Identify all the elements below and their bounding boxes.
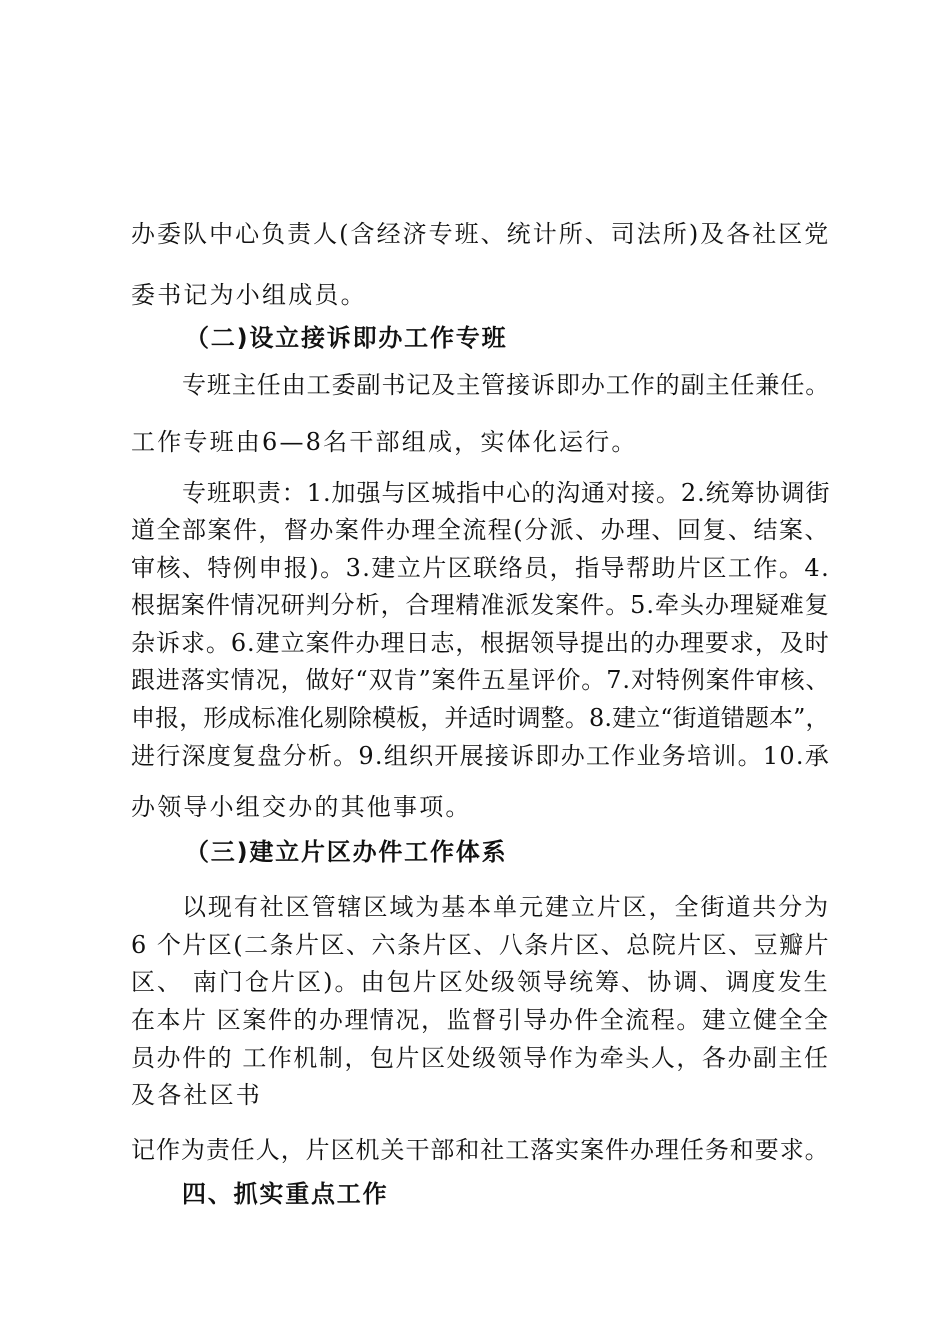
paragraph-line: 申报，形成标准化剔除模板，并适时调整。8.建立“街道错题本”， <box>131 704 830 732</box>
paragraph-line: 杂诉求。6.建立案件办理日志，根据领导提出的办理要求，及时 <box>131 629 830 657</box>
paragraph-line: 记作为责任人，片区机关干部和社工落实案件办理任务和要求。 <box>131 1136 830 1164</box>
paragraph-line: 6 个片区(二条片区、六条片区、八条片区、总院片区、豆瓣片 <box>131 931 831 959</box>
paragraph-line: 根据案件情况研判分析，合理精准派发案件。5.牵头办理疑难复 <box>131 591 830 619</box>
paragraph-line: 及各社区书 <box>131 1081 262 1109</box>
paragraph-line: 审核、特例申报)。3.建立片区联络员，指导帮助片区工作。4. <box>131 554 831 582</box>
paragraph-line: 在本片 区案件的办理情况，监督引导办件全流程。建立健全全 <box>131 1006 830 1034</box>
paragraph-line: 专班主任由工委副书记及主管接诉即办工作的副主任兼任。 <box>182 371 831 399</box>
paragraph-line: 专班职责：1.加强与区城指中心的沟通对接。2.统筹协调街 <box>182 479 831 507</box>
paragraph-line: 跟进落实情况，做好“双肯”案件五星评价。7.对特例案件审核、 <box>131 666 831 694</box>
paragraph-line: 以现有社区管辖区域为基本单元建立片区，全街道共分为 <box>182 893 830 921</box>
section-heading-3: （三)建立片区办件工作体系 <box>185 838 508 866</box>
paragraph-line: 进行深度复盘分析。9.组织开展接诉即办工作业务培训。10.承 <box>131 742 831 770</box>
paragraph-line: 委书记为小组成员。 <box>131 281 367 309</box>
paragraph-line: 工作专班由6—8名干部组成，实体化运行。 <box>131 428 638 456</box>
paragraph-line: 员办件的 工作机制，包片区处级领导作为牵头人，各办副主任 <box>131 1044 830 1072</box>
paragraph-line: 道全部案件，督办案件办理全流程(分派、办理、回复、结案、 <box>131 516 830 544</box>
paragraph-line: 办委队中心负责人(含经济专班、统计所、司法所)及各社区党 <box>131 220 831 248</box>
section-heading-2: （二)设立接诉即办工作专班 <box>185 324 508 352</box>
paragraph-line: 办领导小组交办的其他事项。 <box>131 793 472 821</box>
paragraph-line: 区、 南门仓片区)。由包片区处级领导统筹、协调、调度发生 <box>131 968 830 996</box>
section-heading-4: 四、抓实重点工作 <box>182 1180 389 1208</box>
